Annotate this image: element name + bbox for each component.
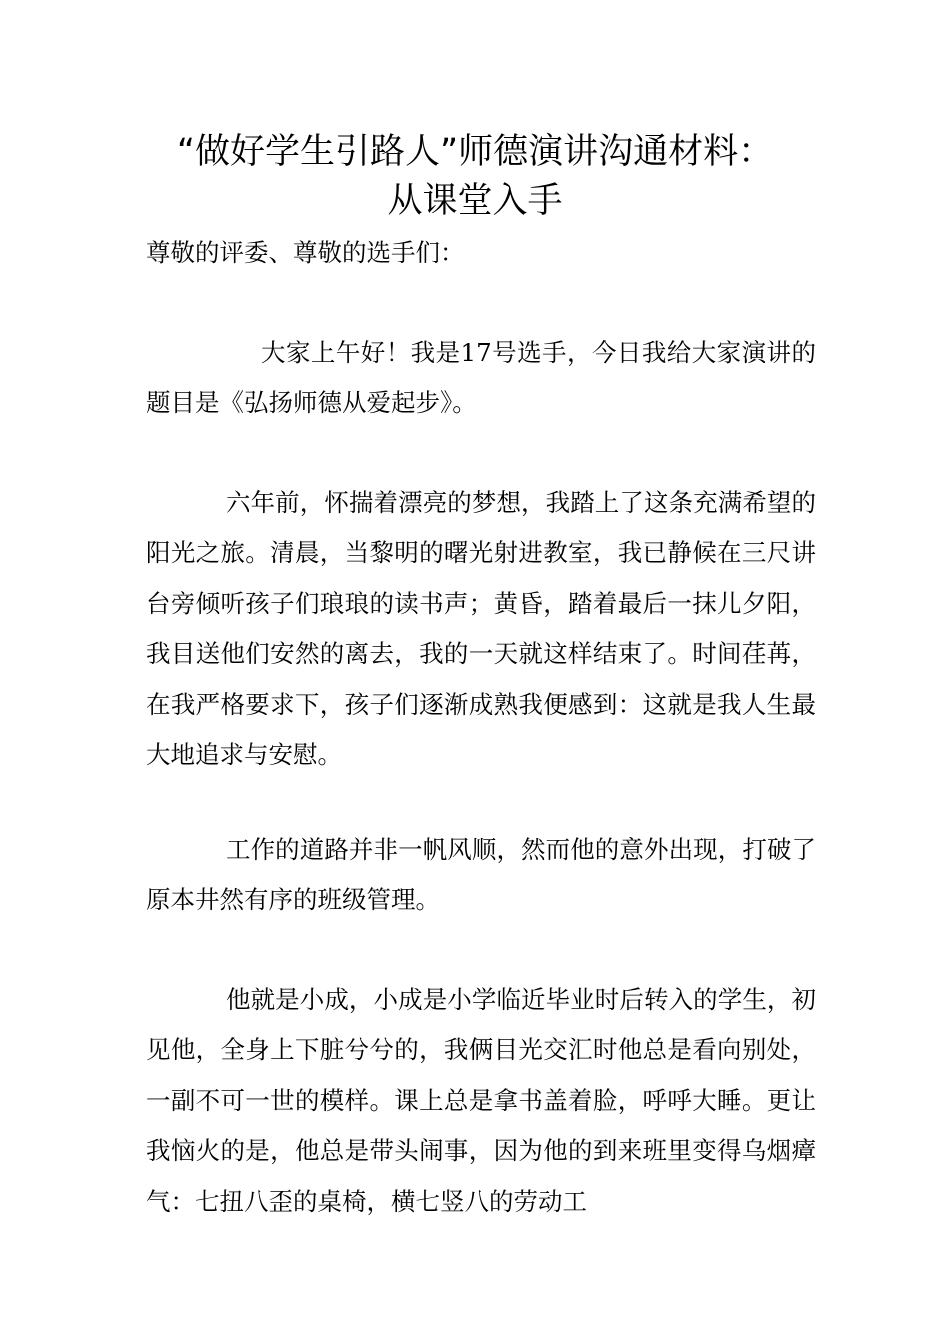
paragraph-xiaocheng: 他就是小成，小成是小学临近毕业时后转入的学生，初见他，全身上下脏兮兮的，我俩目光交汇时他总是看向别处，一副不可一世的模样。课上总是拿书盖着脸，呼呼大睡。更让我恼火的是，他总是带头闹事，因为他的到来班里变得乌烟瘴气：七扭八歪的桌椅，横七竖八的劳动工 <box>146 985 816 1216</box>
paragraph-greeting: 大家上午好！我是17号选手，今日我给大家演讲的题目是《弘扬师德从爱起步》。 <box>146 338 816 418</box>
paragraph-six-years-ago: 六年前，怀揣着漂亮的梦想，我踏上了这条充满希望的阳光之旅。清晨，当黎明的曙光射进教室，我已静候在三尺讲台旁倾听孩子们琅琅的读书声；黄昏，踏着最后一抹儿夕阳，我目送他们安然的离去，我的一天就这样结束了。时间荏苒，在我严格要求下，孩子们逐渐成熟我便感到：这就是我人生最大地追求与安慰。 <box>146 488 816 770</box>
salutation: 尊敬的评委、尊敬的选手们： <box>146 238 465 267</box>
document-title-line-1: “做好学生引路人”师德演讲沟通材料： <box>176 132 774 172</box>
document-title-line-2: 从课堂入手 <box>387 181 563 221</box>
paragraph-work-road: 工作的道路并非一帆风顺，然而他的意外出现，打破了原本井然有序的班级管理。 <box>146 835 816 915</box>
